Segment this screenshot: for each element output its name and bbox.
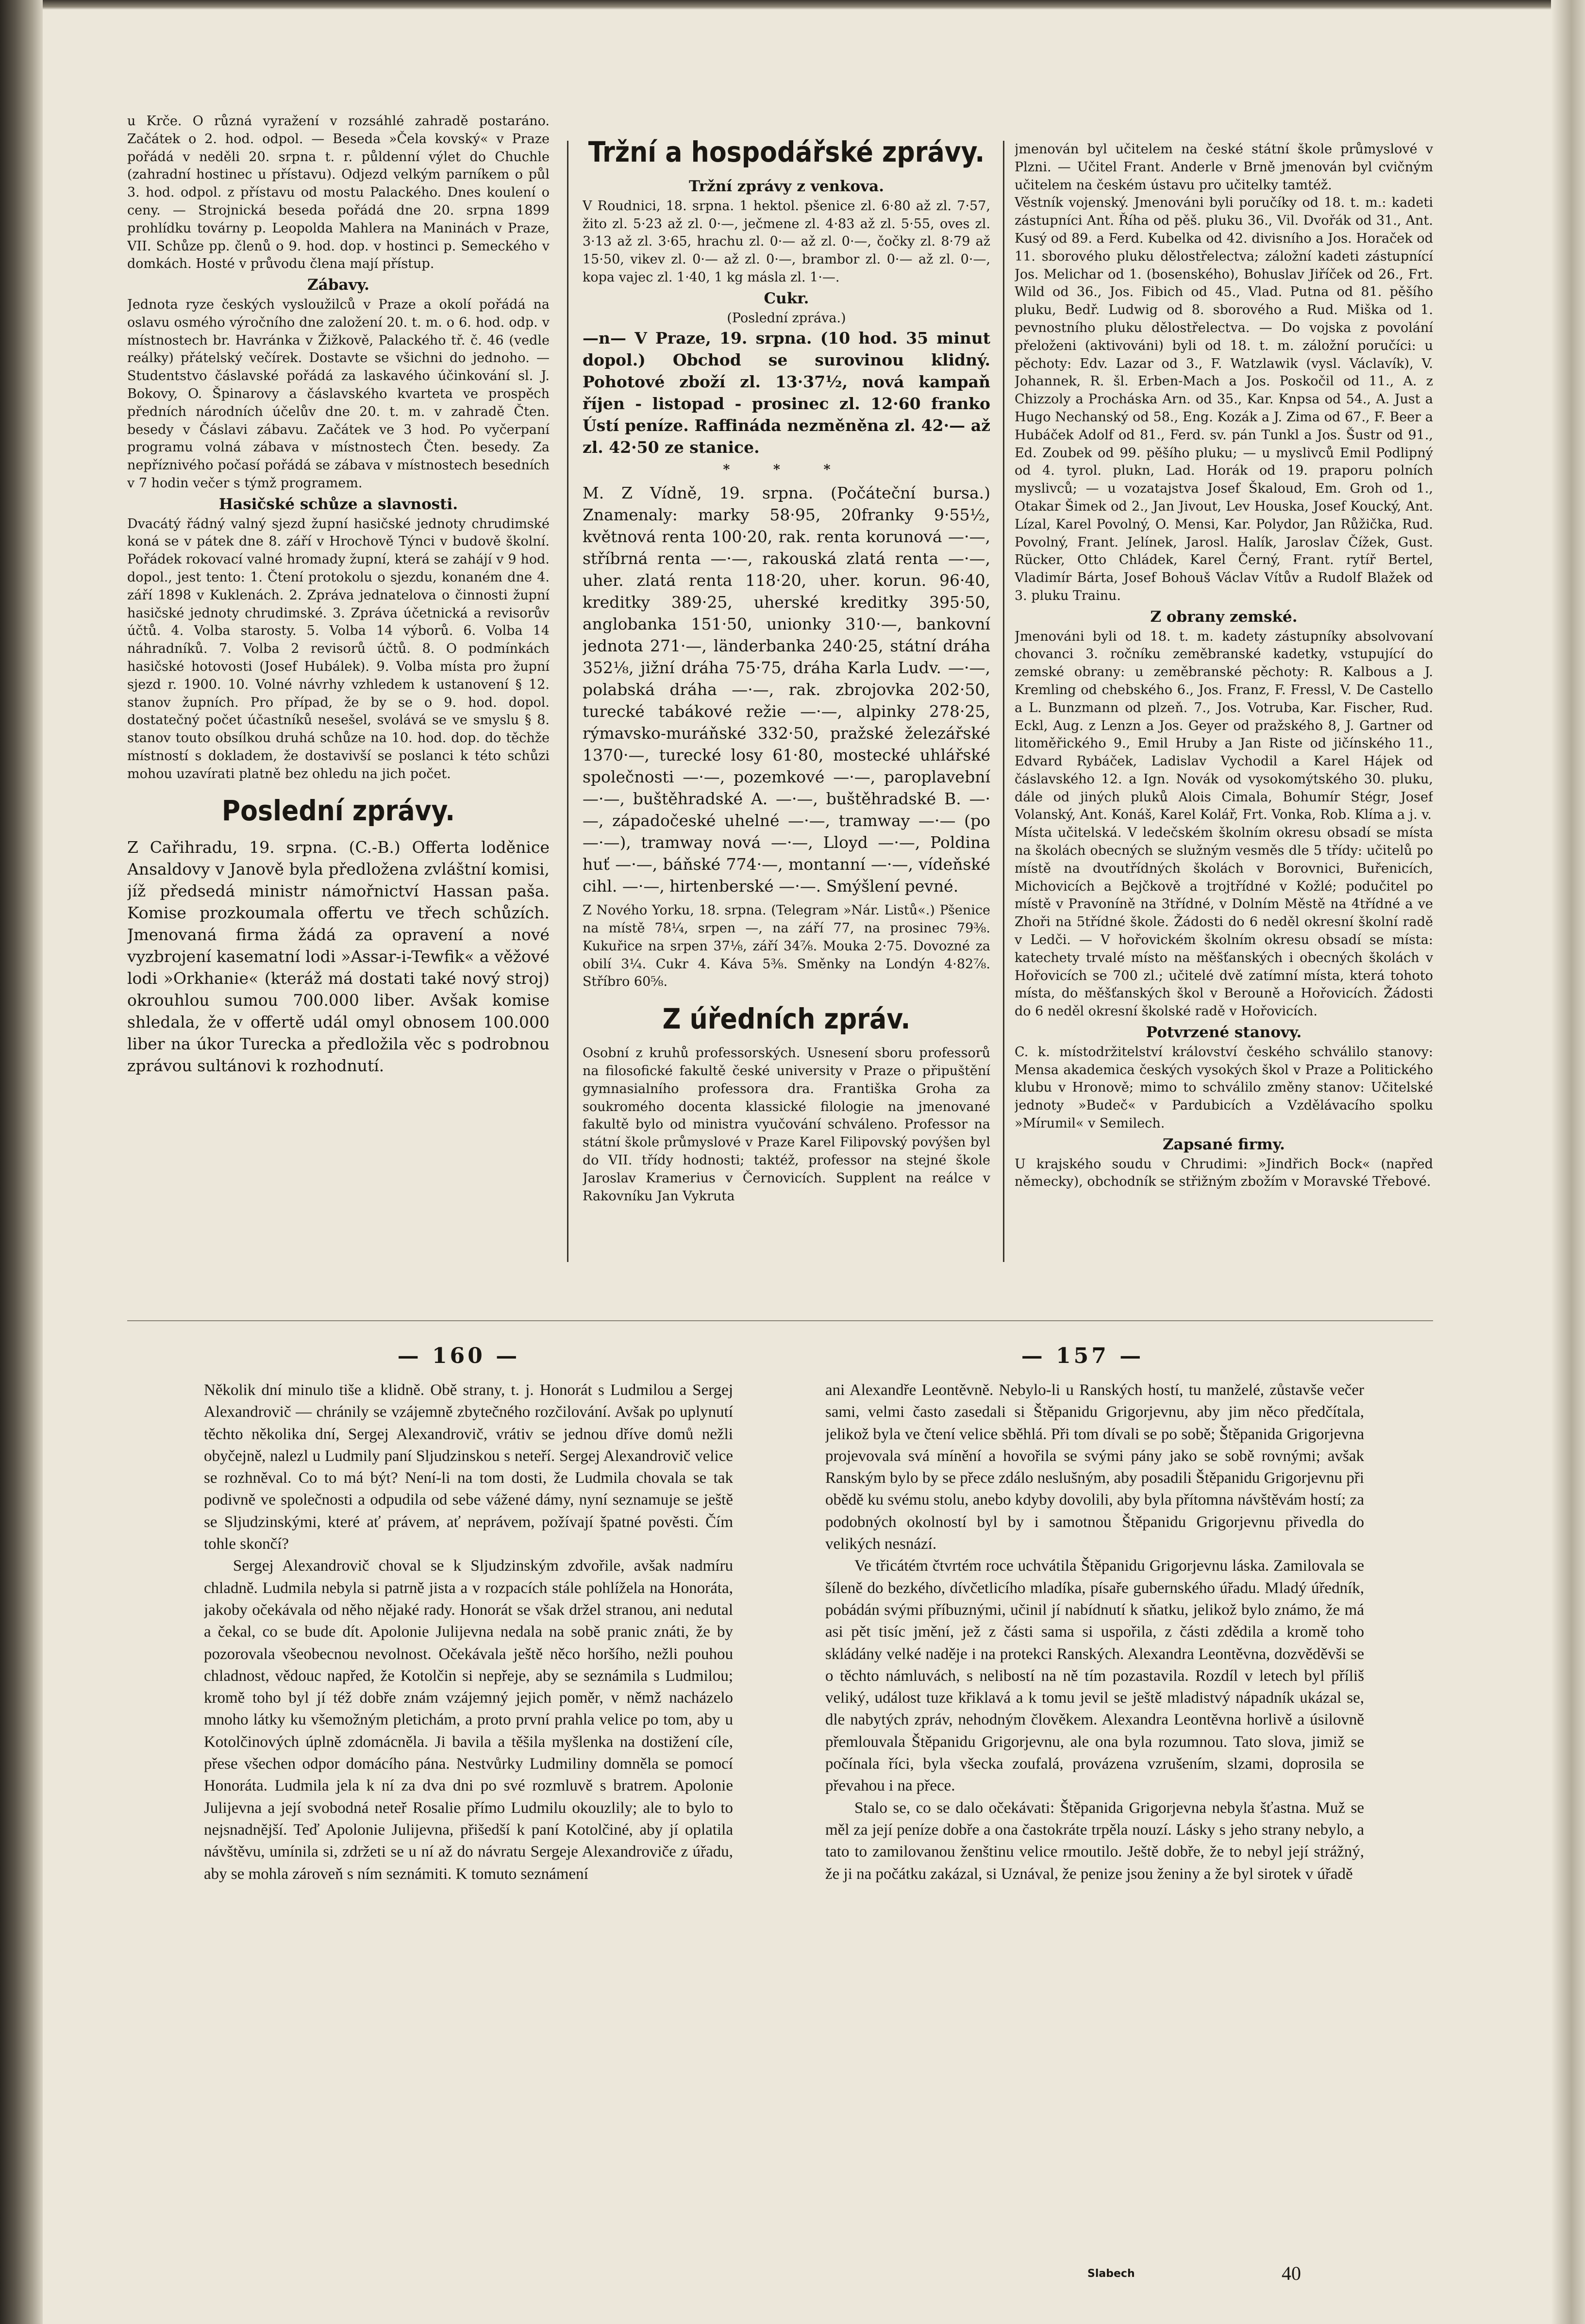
professors-report: Osobní z kruhů professorských. Usnesení sboru professorů na filosofické fakultě české university v Praze o připuštění gymnasialního professora dra. Františka Groha za soukromého docenta klassické filologie na jmenované fakultě bylo od ministra vyučování schváleno. Professor na státní škole průmyslové v Praze Karel Filipovský povýšen byl do VII. třídy hodnosti; taktéž, professor na stejné škole Jaroslav Kramerius v Černovicích. Supplent na reálce v Rakovníku Jan Vykruta [583, 1046, 990, 1204]
story-right-paragraph-2: Ve třicátém čtvrtém roce uchvátila Štěpanidu Grigorjevnu láska. Zamilovala se šíleně do bezkého, dívčetlicího mladíka, písaře gubernského úřadu. Mladý úředník, pobádán svými příbuznými, učinil jí nabídnutí k sňatku, jelikož bylo známo, že má asi pět tisíc jmění, jež z části sama si uspořila, z části zdědila a kromě toho skládány velké naděje i na protekci Ranských. Alexandra Leontěvna, dozvěděvši se o těchto námluvách, s nelibostí na ně tím pozastavila. Rozdíl v letech byl příliš veliký, událost tuze křiklavá a k tomu jevil se ještě mladistvý nápadník ukázal se, dle nabytých zpráv, nehodným člověkem. Alexandra Leontěvna horlivě a úsilovně přemlouvala Štěpanidu Grigorjevnu, ale ona byla rozumnou. Tato slova, jimiž se počínala říci, byla všecka zoufalá, provázena vzrušením, slzami, doprosila se převahou i na přece. [825, 1557, 1364, 1795]
book-binding-shadow [0, 0, 43, 2324]
footer-sheet-number: 40 [1282, 2262, 1301, 2284]
praha-sugar-report: —n— V Praze, 19. srpna. (10 hod. 35 minut dopol.) Obchod se surovinou klidný. Pohotové zboží zl. 13·37½, nová kampaň říjen - listopad - prosinec zl. 12·60 franko Ústí peníze. Raffináda nezměněna zl. 42·— až zl. 42·50 ze stanice. [583, 329, 990, 457]
column-2 [583, 135, 990, 1276]
obrana-zemska-paragraph: Jmenováni byli od 18. t. m. kadety zástupníky absolvovaní chovanci 3. ročníku zeměbranské kadetky, vstupující do zemské obrany: u zeměbranské pěchoty: R. Kalbous a J. Kremling od chebského 6., Jos. Franz, F. Fressl, V. De Castello a L. Bunzmann od plzeň. 7., Jos. Votruba, Kar. Fischer, Rud. Eckl, Aug. z Lenzn a Jos. Geyer od pražského 8, J. Gartner od litoměřického 9., Emil Hruby a Jan Riste od jičínského 11., Edvard Rybáček, Ladislav Vychodil a Karel Hájek od čáslavského 12. a Ign. Novák od vysokomýtského 30. pluku, dále od jiných pluků Alois Cimala, Bohumír Stégr, Josef Volanský, Ant. Konáš, Karel Kolář, Frt. Vonka, Rob. Klíma a j. v. [1015, 629, 1433, 823]
appointment-paragraph: jmenován byl učitelem na české státní škole průmyslové v Plzni. — Učitel Frant. Anderle v Brně jmenován byl cvičným učitelem na českém ústavu pro učitelky tamtéž. [1015, 142, 1433, 193]
top-edge-shadow [43, 0, 1585, 10]
section-heading-stanovy: Potvrzené stanovy. [1146, 1024, 1302, 1042]
story-right-paragraph-1: ani Alexandře Leontěvně. Nebylo-li u Ranských hostí, tu manželé, zůstavše večer sami, velmi často zasedali si Štěpanidu Grigorjevnu, aby jim něco předčítala, jelikož byla ve čtení velice sběhlá. Při tom dívali se po sobě; Štěpanida Grigorjevna projevovala svá mínění a hovořila se svými pány jako se sobě rovnými; avšak Ranským bylo by se přece zdálo neslušným, aby posadili Štěpanidu Grigorjevnu při obědě ku svému stolu, anebo kdyby dovolili, aby byla přítomna návštěvám hostí; za podobných okolností byl by i samotnou Štěpanidu Grigorjevnu přivedla do velikých nesnází. [825, 1381, 1364, 1553]
column-divider-2 [1003, 141, 1004, 1262]
section-heading-cukr: Cukr. [764, 289, 809, 307]
vestnik-vojensky-paragraph: Věstník vojenský. Jmenováni byli poručíky od 18. t. m.: kadeti zástupníci Ant. Říha od pěš. pluku 36., Vil. Dvořák od 31., Ant. Kusý od 89. a Ferd. Kubelka od 42. divisního a Jos. Horaček od 11. sborového pluku dělostřelectva; záložní kadeti zástupnící Jos. Melichar od 1. (bosenského), Bohuslav Jiříček od 26., Frt. Wild od 36., Jos. Fibich od 45., Vlad. Putna od 81. pěšího pluku, Bedř. Ludwig od 8. sborového a Rud. Miška od 1. pevnostního pluku dělostřelectva. — Do vojska z povolání přeloženi (aktivováni) byli od 18. t. m. záložní poručíci: u pěchoty: Edv. Lazar od 3., F. Watzlawik (vysl. Václavík), V. Johannek, R. šl. Erben-Mach a Jos. Poskočil od 11., A. z Chizzoly a Procháska Arn. od 35., Kar. Knpsa od 54., A. Just a Hugo Nechanský od 58., Eng. Kozák a J. Zima od 67., F. Beer a Hubáček Adolf od 81., Ferd. sv. pán Tunkl a Jos. Šustr od 91., Ed. Zoubek od 99. pěšího pluku; — u myslivců Emil Podlipný od 4. tyrol. plukn, Lad. Horák od 19. praporu polních myslivců; — u vozatajstva Josef Škaloud, Em. Groh od 1., Otakar Šimek od 2., Jan Jivout, Lev Houska, Josef Koucký, Ant. Lízal, Karel Povolný, O. Mensi, Kar. Polydor, Jan Růžička, Rud. Povolný, Frant. Jelínek, Jarosl. Halík, Jaroslav Čížek, Gust. Rücker, Otto Chládek, Karel Černý, Frant. rytíř Bertel, Vladimír Bárta, Josef Bohouš Václav Vítův a Rudolf Blažek od 3. pluku Trainu. [1015, 195, 1433, 603]
roudnice-market-report: V Roudnici, 18. srpna. 1 hektol. pšenice zl. 6·80 až zl. 7·57, žito zl. 5·23 až zl. 0·—, ječmene zl. 4·83 až zl. 5·55, oves zl. 3·13 až zl. 3·65, hrachu zl. 0·— až zl. 0·—, čočky zl. 8·79 až 15·50, vikev zl. 0·— až zl. 0·—, brambor zl. 0·— až zl. 0·—, kopa vajec zl. 1·40, 1 kg másla zl. 1·—. [583, 198, 990, 285]
hasicske-paragraph: Dvacátý řádný valný sjezd župní hasičské jednoty chrudimské koná se v pátek dne 8. září v Hrochově Týnci v budově školní. Pořádek rokovací valné hromady župní, která se zahájí v 9 hod. dopol., jest tento: 1. Čtení protokolu o sjezdu, konaném dne 4. září 1898 v Kuklenách. 2. Zpráva jednatelova o činnosti župní hasičské jednoty chrudimské. 3. Zpráva účetnická a revisorův účtů. 4. Volba starosty. 5. Volba 14 výborů. 6. Volba 14 náhradníků. 7. Volba 2 revisorů účtů. 8. O podmínkách hasičské hotovosti (Josef Hubálek). 9. Volba místa pro župní sjezd r. 1900. 10. Volné návrhy vzhledem k ustanovení § 12. stanov župních. Pro případ, že by se o 9. hod. dopol. dostatečný počet účastníků nesešel, svolává se ve smyslu § 8. stanov touto obsílkou druhá schůze na 10. hod. dop. do těchže místností s dokladem, že dostavivší se poslanci k této schůzi mohou uzavírati platně bez ohledu na jich počet. [127, 516, 550, 781]
section-heading-obrany: Z obrany zemské. [1150, 608, 1298, 626]
section-heading-hasicske: Hasičské schůze a slavnosti. [218, 495, 458, 513]
right-edge-strip [1551, 0, 1585, 2324]
story-right-paragraph-3: Stalo se, co se dalo očekávati: Štěpanida Grigorjevna nebyla šťastna. Muž se měl za její peníze dobře a ona častokráte trpěla nouzí. Lásky s jeho strany nebylo, a tato to zamilovanou ženštinu velice rmoutilo. Ještě dobře, že to nebyl její strážný, že ji na počátku zakázal, si Uznával, že penize jsou ženiny a že byl sirotek v úřadě [825, 1799, 1364, 1883]
section-heading-venkova: Tržní zprávy z venkova. [688, 178, 884, 195]
story-left-paragraph-2: Sergej Alexandrovič choval se k Sljudzinským zdvořile, avšak nadmíru chladně. Ludmila nebyla si patrně jista a v rozpacích stále pohlížela na Honoráta, jakoby očekávala od něho nějaké rady. Honorát se však držel stranou, ani nedutal a čekal, co se bude dít. Apolonie Julijevna nedala na sobě pranic znáti, že by pozorovala všeobecnou nevolnost. Očekávala ještě něco horšího, nežli pouhou chladnost, vědouc napřed, že Kotolčin si nepřeje, aby se seznámila s Ludmilou; kromě toho byl jí též dobře znám vzájemný jejich poměr, v němž nacházelo mnoho látky ku všemožným pletichám, a proto první prahla velice po tom, aby u Kotolčinových úplně zdomácněla. Ji bavila a těšila myšlenka na dostižení cíle, přese všechen odpor domácího pána. Nestvůrky Ludmiliny domněla se pomocí Honoráta. Ludmila jela k ní za dva dni po své rozmluvě s bratrem. Apolonie Julijevna a její svobodná neteř Rosalie přímo Ludmilu okouzlily; ale to bylo to nejsnadnější. Teď Apolonie Julijevna, přišedší k paní Kotolčiné, aby jí oplatila návštěvu, umínila si, zdržeti se u ní až do návratu Sergeje Alexandroviče z úřadu, aby se mohla zároveň s ním seznámiti. K tomuto seznámení [204, 1557, 733, 1883]
mista-ucitelska-paragraph: Místa učitelská. V ledečském školním okresu obsadí se místa na školách obecných se služným vesměs dle 5 třídy: učitelů po místě na dvoutřídných školách v Borovnici, Buřenicích, Michovicích a Bejčkově a trojtřídné v Kožlé; podučitel po místě v Pravoníně na 3třídné, v Dolním Městě na 4třídné a ve Zhoři na 5třídné škole. Žádosti do 6 neděl okresní školní radě v Ledči. — V hořovickém školním okresu obsadí se místa: katechety trvalé místo na měšťanských i obecných školách v Hořovicích se 700 zl.; učitelé dvě zatímní místa, která tohoto místa, do měšťanských škol v Berouně a Hořovicích. Žádosti do 6 neděl okresní školské radě v Hořovicích. [1015, 825, 1433, 1019]
page-number-right: — 157 — [1021, 1344, 1144, 1368]
carihrad-report: Z Cařihradu, 19. srpna. (C.-B.) Offerta loděnice Ansaldovy v Janově byla předložena zvláštní komisi, jíž předsedá ministr námořnictví Hassan paša. Komise prozkoumala offertu ve třech schůzích. Jmenovaná firma žádá za opravení a nové vyzbrojení kasematní lodi »Assar-i-Tewfik« a věžové lodi »Orkhanie« (kteráž má dostati také nový stroj) okrouhlou sumou 700.000 liber. Avšak komise shledala, že v offertě udál omyl obnosem 100.000 liber na úkor Turecka a předložila věc s podrobnou zprávou sultánovi k rozhodnutí. [127, 838, 550, 1076]
footer-signature: Slabech [1087, 2268, 1135, 2280]
announcements-paragraph: u Krče. O různá vyražení v rozsáhlé zahradě postaráno. Začátek o 2. hod. odpol. — Beseda »Čela kovský« v Praze pořádá v neděli 20. srpna t. r. půldenní výlet do Chuchle (zahradní hostinec u přístavu). Odjezd velkým parníkem o půl 3. hod. odpol. z přístavu od mostu Palackého. Dnes koulení o ceny. — Strojnická beseda pořádá dne 20. srpna 1899 prohlídku továrny p. Leopolda Mahlera na Maninách v Praze, VII. Schůze pp. členů o 9. hod. dop. v hostinci p. Semeckého v domkách. Hosté v průvodu člena mají přístup. [127, 114, 550, 272]
serial-story-right-column [825, 1379, 1364, 2253]
serial-story-left-column [204, 1379, 733, 2253]
column-divider-1 [567, 141, 568, 1262]
viden-bourse-report: M. Z Vídně, 19. srpna. (Počáteční bursa.) Znamenaly: marky 58·95, 20franky 9·55½, květnová renta 100·20, rak. renta korunová —·—, stříbrná renta —·—, rakouská zlatá renta —·—, uher. zlatá renta 118·20, uher. korun. 96·40, kreditky 389·25, uherské kreditky 395·50, anglobanka 151·50, unionky 310·—, bankovní jednota 271·—, länderbanka 240·25, státní dráha 352⅛, jižní dráha 75·75, dráha Karla Ludv. —·—, polabská dráha —·—, rak. zbrojovka 202·50, turecké tabákové režie —·—, alpinky 278·25, rýmavsko-muráňské 332·50, pražské železářské 1370·—, turecké losy 61·80, mostecké uhlářské společnosti —·—, pozemkové —·—, paroplavební —·—, buštěhradské A. —·—, buštěhradské B. —·—, západočeské uhelné —·—, tramway —·— (po —·—), tramway nová —·—, Lloyd —·—, Poldina huť —·—, báňské 774·—, montanní —·—, vídeňské cihl. —·—, hirtenberské —·—. Smýšlení pevné. [583, 483, 990, 896]
section-divider-horizontal [127, 1320, 1433, 1321]
column-3 [1015, 141, 1433, 1281]
section-heading-firmy: Zapsané firmy. [1163, 1135, 1285, 1153]
column-1 [127, 113, 550, 1253]
zabavy-paragraph: Jednota ryze českých vysloužilců v Praze a okolí pořádá na oslavu osmého výročního dne založení 20. t. m. o 6. hod. odp. v místnostech br. Havránka v Žižkově, Palackého tř. č. 46 (vedle reálky) přátelský večírek. Dostavte se všichni do jednoho. — Studentstvo čáslavské pořádá za laskavého účinkování sl. J. Bokovy, O. Špinarovy a čáslavského kvarteta ve prospěch předních národních účelův dne 20. t. m. v zahradě Čten. besedy v Čáslavi zábavu. Začátek ve 3 hod. Po vyčerpaní programu volná zábava v místnostech Čten. besedy. Za nepříznivého počasí pořádá se zábava v místnostech besedních v 7 hodin večer s týmž programem. [127, 297, 550, 491]
section-heading-uradnich-zprav: Z úředních zpráv. [662, 1002, 911, 1036]
firmy-paragraph: U krajského soudu v Chrudimi: »Jindřich Bock« (napřed německy), obchodník se střižným zbožím v Moravské Třebové. [1015, 1156, 1433, 1190]
cukr-subheading: (Poslední zpráva.) [727, 310, 846, 326]
story-left-paragraph-1: Několik dní minulo tiše a klidně. Obě strany, t. j. Honorát s Ludmilou a Sergej Alexandrovič — chránily se vzájemně zbytečného rozčilování. Avšak po uplynutí těchto několika dní, Sergej Alexandrovič, vrátiv se jednou dříve domů nežli obyčejně, nalezl u Ludmily paní Sljudzinskou s neteří. Sergej Alexandrovič velice se rozhněval. Co to má být? Není-li na tom dosti, že Ludmila chovala se tak podivně ve společnosti a odpudila od sebe vážené dámy, nyní seznamuje se ještě se Sljudzinskými, které ať právem, ať neprávem, požívají špatné pověsti. Čím tohle skončí? [204, 1381, 733, 1553]
new-york-report: Z Nového Yorku, 18. srpna. (Telegram »Nár. Listů«.) Pšenice na místě 78¼, srpen —, na září 77, na prosinec 79⅜. Kukuřice na srpen 37⅛, září 34⅞. Mouka 2·75. Dovozné za obilí 3¼. Cukr 4. Káva 5⅜. Směnky na Londýn 4·82⅞. Stříbro 60⅝. [583, 903, 990, 990]
section-stars: * * * [723, 462, 850, 478]
section-heading-posledni-zpravy: Poslední zprávy. [221, 794, 455, 828]
section-heading-zabavy: Zábavy. [307, 276, 369, 294]
page-number-left: — 160 — [397, 1344, 520, 1368]
section-heading-trzni-zpravy: Tržní a hospodářské zprávy. [588, 135, 985, 168]
stanovy-paragraph: C. k. místodržitelství království českého schválilo stanovy: Mensa akademica českých vysokých škol v Praze a Politického klubu v Hronově; mimo to schválilo změny stanov: Učitelské jednoty »Budeč« v Pardubicích a Vzdělávacího spolku »Mírumil« v Semilech. [1015, 1044, 1433, 1131]
